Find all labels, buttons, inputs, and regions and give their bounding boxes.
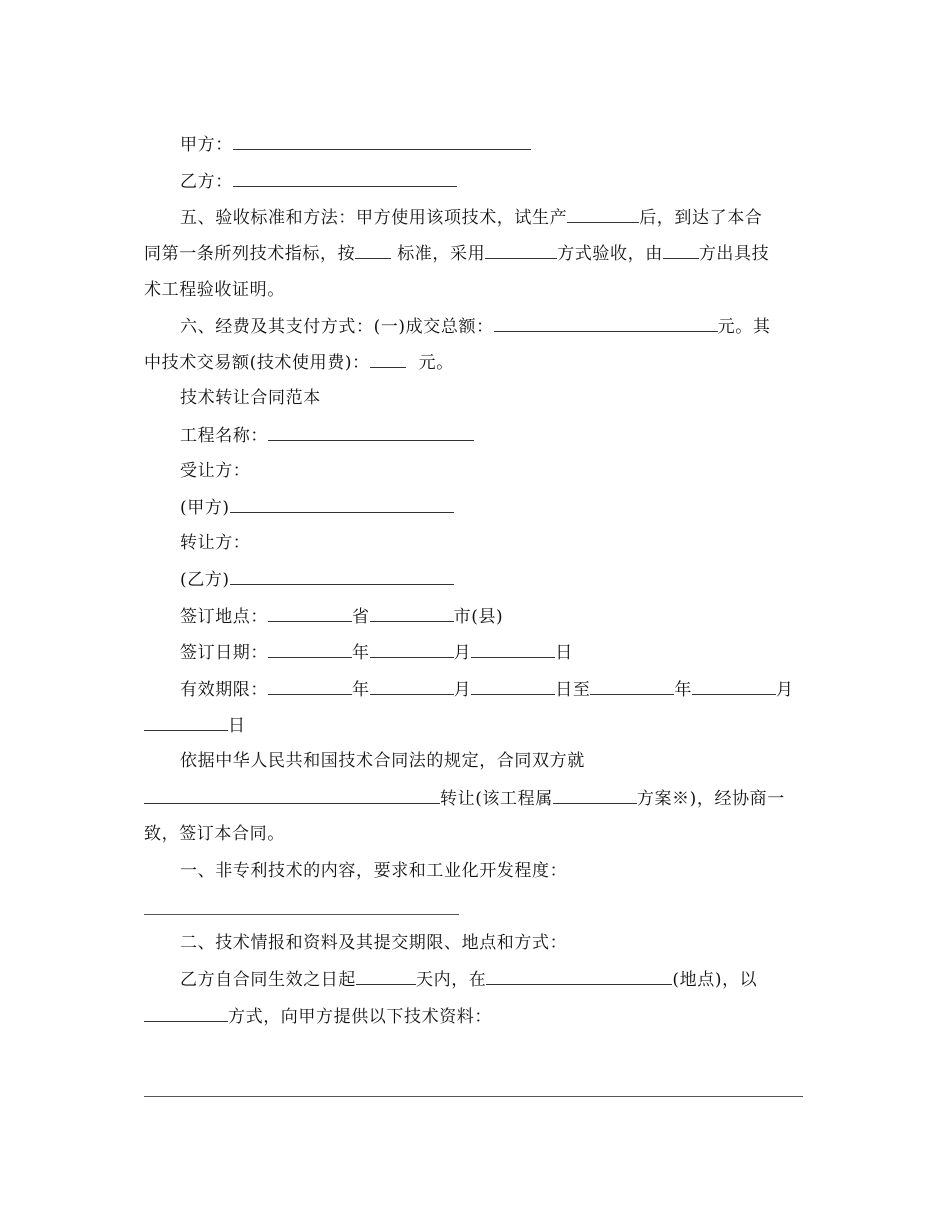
party-a-blank (233, 133, 531, 150)
text-segment: 乙方自合同生效之日起 (180, 970, 356, 990)
basis-line (180, 750, 809, 772)
text-segment: 二、技术情报和资料及其提交期限、地点和方式： (180, 933, 568, 953)
text-segment: 市(县) (453, 607, 504, 627)
text-segment: 后，到达了本合 (639, 208, 763, 228)
text-segment: 月 (776, 680, 794, 700)
project-name-line (180, 424, 809, 447)
text-segment: 六、经费及其支付方式：(一)成交总额： (180, 317, 494, 337)
blank-field (355, 242, 391, 259)
signing-place-line (180, 605, 809, 628)
text-segment: 日 (555, 643, 573, 663)
clause-5-line-2 (144, 242, 809, 265)
validity-label: 有效期限： (180, 680, 268, 700)
validity-line-2 (144, 714, 809, 737)
text-segment: 省 (352, 607, 370, 627)
blank-field (590, 678, 674, 695)
text-segment: 方式，向甲方提供以下技术资料： (228, 1007, 492, 1027)
clause-2-heading (180, 932, 809, 954)
text-segment: 术工程验收证明。 (144, 280, 285, 300)
text-segment: 中技术交易额(技术使用费)： (144, 353, 370, 373)
blank-field (268, 605, 352, 622)
transferor-line (180, 532, 809, 554)
clause-1-heading (180, 860, 809, 882)
text-segment: 月 (453, 643, 472, 663)
technology-name-blank (144, 787, 440, 804)
blank-field (370, 678, 454, 695)
method-blank (144, 1005, 228, 1022)
text-segment: 年 (674, 680, 693, 700)
party-a-blank (230, 496, 454, 513)
project-name-label: 工程名称： (180, 426, 268, 446)
text-segment: 方案※)，经协商一 (636, 789, 785, 809)
text-segment: 月 (453, 680, 472, 700)
text-segment: 元。 (418, 353, 454, 373)
party-b-blank (230, 568, 454, 585)
text-segment: 同第一条所列技术指标，按 (144, 244, 356, 264)
party-a-label: 甲方： (180, 135, 233, 155)
text-segment: 年 (352, 680, 370, 700)
text-segment: 致，签订本合同。 (144, 824, 285, 844)
basis-line-3 (144, 823, 809, 845)
clause-1-answer-rule (144, 914, 459, 915)
location-blank (486, 968, 672, 985)
party-a-label: (甲方) (180, 498, 230, 518)
text-segment: 年 (352, 643, 370, 663)
signing-date-line (180, 641, 809, 664)
text-segment: 日至 (555, 680, 591, 700)
text-segment: (地点)，以 (672, 970, 758, 990)
text-segment: 标准，采用 (397, 244, 486, 264)
text-segment: 天内，在 (416, 970, 487, 990)
text-segment: 元。其 (717, 317, 771, 337)
text-segment: 方式验收，由 (557, 244, 663, 264)
party-b-label: (乙方) (180, 570, 230, 590)
clause-5-line-1 (180, 206, 809, 229)
blank-field (471, 678, 555, 695)
text-segment: 依据中华人民共和国技术合同法的规定，合同双方就 (180, 751, 585, 771)
transferee-label: 受让方： (180, 461, 251, 481)
blank-field (553, 787, 637, 804)
technical-data-rule (144, 1096, 803, 1097)
transferee-party-a-line (180, 496, 809, 519)
blank-field (144, 714, 228, 731)
validity-line (180, 678, 809, 701)
blank-field (692, 678, 776, 695)
party-b-blank (233, 170, 457, 187)
blank-field (471, 641, 555, 658)
text-segment: 日 (228, 716, 246, 736)
transferor-party-b-line (180, 568, 809, 591)
clause-2-line-1 (180, 968, 809, 991)
template-title (180, 387, 809, 409)
project-name-blank (268, 424, 474, 441)
signing-place-label: 签订地点： (180, 607, 268, 627)
blank-field (567, 206, 639, 223)
clause-6-line-1 (180, 315, 809, 338)
clause-6-line-2 (144, 351, 809, 374)
party-a-line (180, 133, 809, 156)
fee-blank (370, 351, 406, 368)
days-blank (356, 968, 416, 985)
basis-line-2 (144, 787, 809, 810)
clause-2-line-2 (144, 1005, 809, 1028)
text-segment: 方出具技 (698, 244, 770, 264)
transferee-line (180, 460, 809, 482)
text-segment: 技术转让合同范本 (180, 388, 321, 408)
total-amount-blank (494, 315, 718, 332)
blank-field (663, 242, 699, 259)
blank-field (268, 641, 352, 658)
clause-5-line-3 (144, 279, 809, 301)
signing-date-label: 签订日期： (180, 643, 268, 663)
text-segment: 一、非专利技术的内容，要求和工业化开发程度： (180, 861, 568, 881)
party-b-line (180, 170, 809, 193)
party-b-label: 乙方： (180, 172, 233, 192)
blank-field (268, 678, 352, 695)
text-segment: 五、验收标准和方法：甲方使用该项技术，试生产 (180, 208, 568, 228)
blank-field (370, 641, 454, 658)
blank-field (485, 242, 557, 259)
text-segment: 转让(该工程属 (440, 789, 553, 809)
transferor-label: 转让方： (180, 533, 251, 553)
blank-field (370, 605, 454, 622)
